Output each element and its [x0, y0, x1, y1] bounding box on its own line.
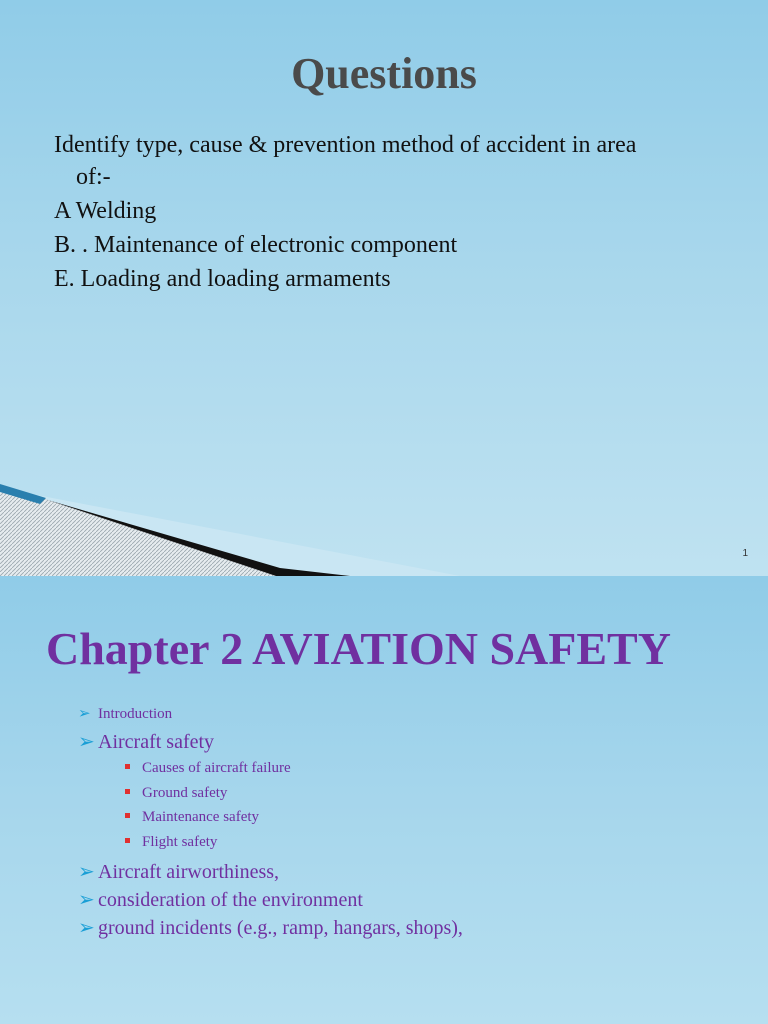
- question-line: B. . Maintenance of electronic component: [54, 232, 458, 258]
- sub-list-item: [78, 756, 463, 781]
- slide-title: Chapter 2 AVIATION SAFETY: [46, 623, 671, 674]
- square-bullet-icon: [125, 813, 130, 818]
- square-bullet-icon: [125, 764, 130, 769]
- question-line: E. Loading and loading armaments: [54, 266, 391, 292]
- page-number: 1: [742, 548, 748, 559]
- question-line: Identify type, cause & prevention method of accident in area: [54, 132, 637, 158]
- list-item-text: ground incidents (e.g., ramp, hangars, shops),: [98, 917, 463, 939]
- list-item: [78, 886, 463, 914]
- arrow-bullet-icon: ➢: [78, 861, 95, 883]
- list-item: [78, 700, 463, 728]
- list-item-text: Ground safety: [142, 784, 228, 801]
- sub-list-item: [78, 830, 463, 855]
- arrow-bullet-icon: ➢: [78, 706, 91, 722]
- list-item-text: Causes of aircraft failure: [142, 760, 291, 776]
- square-bullet-icon: [125, 789, 130, 794]
- list-item-text: Flight safety: [142, 833, 218, 850]
- bullet-list: [78, 700, 463, 942]
- question-line: of:-: [76, 164, 111, 190]
- sub-list-item: [78, 781, 463, 806]
- list-item: [78, 728, 463, 756]
- list-item: [78, 858, 463, 886]
- list-item-text: Maintenance safety: [142, 809, 260, 825]
- list-item-text: consideration of the environment: [98, 889, 363, 911]
- list-item-text: Aircraft safety: [98, 731, 215, 753]
- square-bullet-icon: [125, 838, 130, 843]
- list-item: [78, 914, 463, 942]
- slide-title: Questions: [291, 49, 477, 98]
- arrow-bullet-icon: ➢: [78, 889, 95, 911]
- sub-list-item: [78, 805, 463, 830]
- question-text: [54, 128, 734, 296]
- list-item-text: Introduction: [98, 706, 173, 722]
- arrow-bullet-icon: ➢: [78, 917, 95, 939]
- question-line: A Welding: [54, 198, 157, 224]
- arrow-bullet-icon: ➢: [78, 731, 95, 753]
- list-item-text: Aircraft airworthiness,: [98, 861, 280, 883]
- decorative-swoosh: [0, 480, 768, 576]
